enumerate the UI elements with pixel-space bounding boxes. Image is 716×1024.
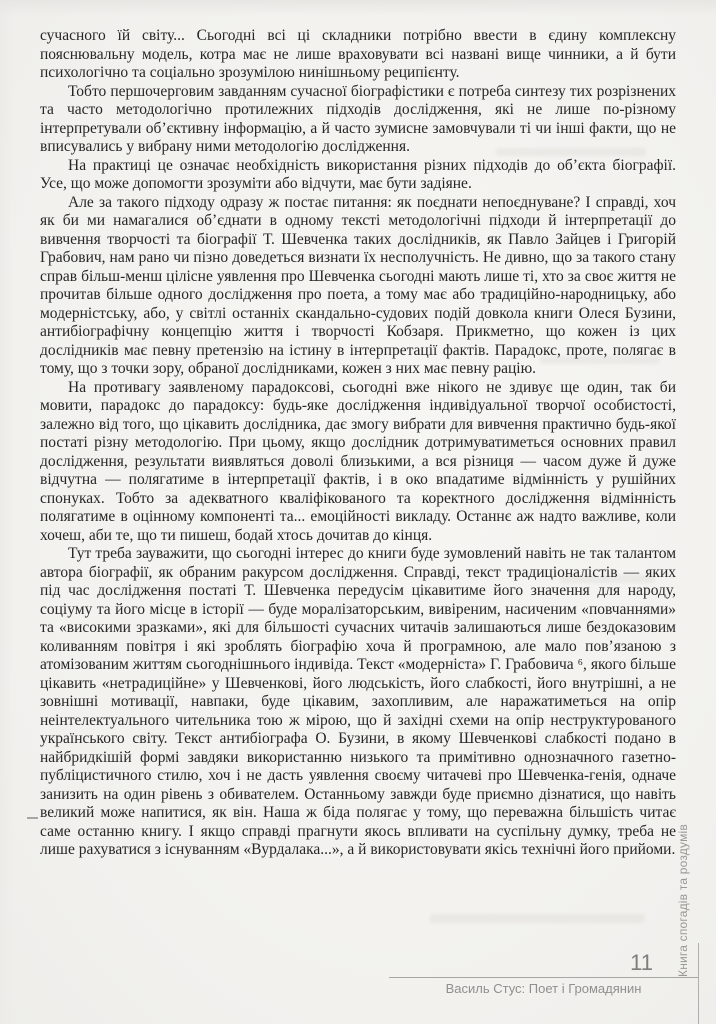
footer-running-title: Василь Стус: Поет і Громадянин xyxy=(445,981,642,996)
margin-vertical-rule xyxy=(698,943,699,1024)
paragraph: Але за такого підходу одразу ж постає питання: як поєднати непоєднуване? І справді, хоч як би ми намагалися об’єднати в одному тексті методологічні підходи й інтерпретації до вивчення творчості та біографії Т. Шевченка таких дослідників, як Павло Зайцев і Григорій Грабович, нам рано чи пізно доведеться визнати їх несполучність. Не дивно, що за такого стану справ більш-менш цілісне уявлення про Шевченка сьогодні мають лише ті, хто за своє життя не прочитав більше одного дослідження про поета, а тому має або традиційно-народницьку, або модерністську, або, у світлі останніх скандально-судових подій довкола книги Олеся Бузини, антибіографічну концепцію життя і творчості Кобзаря. Прикметно, що кожен із цих дослідників має певну претензію на істину в інтерпретації фактів. Парадокс, проте, полягає в тому, що з точки зору, обраної дослідниками, кожен з них має певну рацію. xyxy=(40,193,676,377)
scan-artifact-dash xyxy=(27,817,38,819)
bleed-through-artifact xyxy=(430,914,645,923)
bleed-through-artifact xyxy=(496,148,646,156)
bleed-through-artifact xyxy=(540,356,660,364)
footer-rule xyxy=(389,977,698,978)
paragraph-with-footnote-ref: Тут треба зауважити, що сьогодні інтерес до книги буде зумовлений навіть не так талантом автора біографії, як обраним ракурсом дослідження. Справді, текст традиціоналістів — яких під час дослідження постаті Т. Шевченка передусім цікавитиме його значення для народу, соціуму та його місце в історії — буде моралізаторським, вивіреним, насиченим «повчаннями» та «високими зразками», які для більшості сучасних читачів залишаються лише бездоказовим коливанням повітря і які зроблять біографію хоча й програмною, але мало пов’язаною з атомізованим життям сьогоднішнього індивіда. Текст «модерніста» Г. Грабовича ⁶, якого більше цікавить «нетрадиційне» у Шевченкові, його людськість, його слабкості, його внутрішні, а не зовнішні мотивації, навпаки, буде цікавим, захопливим, але наражатиметься на опір неінтелектуального чительника тою ж мірою, що й західні схеми на опір неструктурованого українського світу. Текст антибіографа О. Бузини, в якому Шевченкові слабкості подано в найбридкішій формі завдяки використанню низького та примітивно однозначного газетно-публіцистичного стилю, хоч і не дасть уявлення своєму читачеві про Шевченка-генія, одначе занизить на один рівень з обивателем. Останньому завжди буде приємно дізнатися, що навіть великий може напитися, як він. Наша ж біда полягає у тому, що переважна більшість читає саме останню книгу. І якщо справді прагнути якось впливати на суспільну думку, треба не лише рахуватися з існуванням «Вурдалака...», а й використовувати якісь технічні його прийоми. xyxy=(40,545,676,858)
paragraph-continuation: сучасного їй світу... Сьогодні всі ці складники потрібно ввести в єдину комплексну пояснювальну модель, котра має не лише враховувати всі названі вище чинники, а й бути психологічно та соціально зрозумілою нинішньому реципієнту. xyxy=(40,27,676,81)
page-number: 11 xyxy=(630,950,653,975)
margin-section-caption: Книга спогадів та роздумів xyxy=(676,824,690,977)
paragraph: Тобто першочерговим завданням сучасної біографістики є потреба синтезу тих розрізнених та часто методологічно протилежних підходів дослідження, які не лише по-різному інтерпретували об’єктивну інформацію, а й часто зумисне замовчували ті чи інші факти, що не вписувались у вибрану ними методологію дослідження. xyxy=(40,82,676,155)
bleed-through-artifact xyxy=(560,575,655,583)
paragraph: На противагу заявленому парадоксові, сьогодні вже нікого не здивує ще один, так би мовити, парадокс до парадоксу: будь-яке дослідження індивідуальної творчої особистості, залежно від того, що цікавить дослідника, дає змогу вибрати для вивчення практично будь-якої постаті різну методологію. При цьому, якщо дослідник дотримуватиметься основних правил дослідження, результати виявляться доволі близькими, а вся різниця — часом дуже й дуже відчутна — полягатиме в інтерпретації фактів, і в око впадатиме відмінність у рушійних спонуках. Тобто за адекватного кваліфікованого та коректного дослідження відмінність полягатиме в оцінному компоненті та... емоційності викладу. Останнє аж надто важливе, коли хочеш, аби те, що ти пишеш, бодай хтось дочитав до кінця. xyxy=(40,378,676,544)
paragraph: На практиці це означає необхідність використання різних підходів до об’єкта біографії. Усе, що може допомогти зрозуміти або відчути, має бути задіяне. xyxy=(40,156,676,192)
